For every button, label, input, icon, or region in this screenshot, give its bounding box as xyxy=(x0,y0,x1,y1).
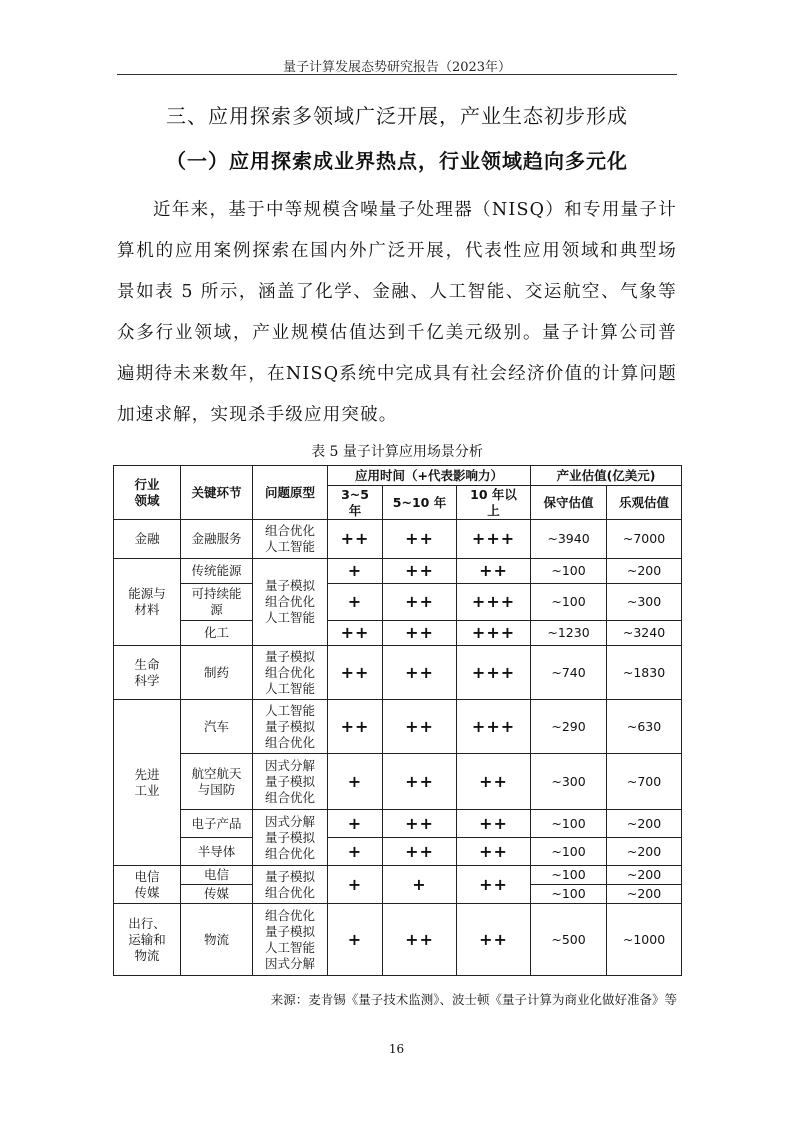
optimistic-cell: ~700 xyxy=(607,754,682,810)
optimistic-cell: ~200 xyxy=(607,838,682,866)
optimistic-cell: ~200 xyxy=(607,885,682,904)
optimistic-cell: ~200 xyxy=(607,559,682,584)
conservative-cell: ~740 xyxy=(531,646,607,700)
impact-cell: ++ xyxy=(383,838,457,866)
impact-cell: ++ xyxy=(457,754,531,810)
header-divider xyxy=(117,74,677,75)
conservative-cell: ~500 xyxy=(531,904,607,976)
problem-cell: 量子模拟 组合优化 xyxy=(253,866,328,904)
key-link-cell: 传媒 xyxy=(181,885,253,904)
problem-cell: 人工智能 量子模拟 组合优化 xyxy=(253,700,328,754)
key-link-cell: 航空航天 与国防 xyxy=(181,754,253,810)
conservative-cell: ~100 xyxy=(531,559,607,584)
group-cell: 金融 xyxy=(114,520,181,559)
conservative-cell: ~3940 xyxy=(531,520,607,559)
conservative-cell: ~100 xyxy=(531,584,607,621)
page-number: 16 xyxy=(388,1042,405,1056)
section-title: 三、应用探索多领域广泛开展，产业生态初步形成 xyxy=(166,104,628,128)
impact-cell: + xyxy=(328,838,383,866)
table-row xyxy=(114,904,682,976)
table-row xyxy=(114,520,682,559)
impact-cell: ++ xyxy=(383,810,457,838)
impact-cell: ++ xyxy=(383,754,457,810)
problem-cell: 量子模拟 组合优化 人工智能 xyxy=(253,646,328,700)
impact-cell: +++ xyxy=(457,646,531,700)
table-row xyxy=(114,754,682,810)
impact-cell: ++ xyxy=(457,904,531,976)
optimistic-cell: ~300 xyxy=(607,584,682,621)
impact-cell: ++ xyxy=(383,584,457,621)
running-header: 量子计算发展态势研究报告（2023年） xyxy=(282,60,512,75)
key-link-cell: 半导体 xyxy=(181,838,253,866)
problem-cell: 组合优化 量子模拟 人工智能 因式分解 xyxy=(253,904,328,976)
header-app-time: 应用时间（+代表影响力） xyxy=(328,466,531,486)
table-caption: 表 5 量子计算应用场景分析 xyxy=(311,444,483,460)
header-3-5-years: 3~5 年 xyxy=(328,486,383,520)
optimistic-cell: ~7000 xyxy=(607,520,682,559)
conservative-cell: ~100 xyxy=(531,866,607,885)
impact-cell: ++ xyxy=(328,646,383,700)
impact-cell: ++ xyxy=(328,621,383,646)
optimistic-cell: ~3240 xyxy=(607,621,682,646)
conservative-cell: ~100 xyxy=(531,838,607,866)
header-problem: 问题原型 xyxy=(253,466,328,520)
conservative-cell: ~100 xyxy=(531,810,607,838)
impact-cell: ++ xyxy=(383,646,457,700)
table-source-note: 来源：麦肯锡《量子技术监测》、波士顿《量子计算为商业化做好准备》等 xyxy=(270,992,677,1007)
optimistic-cell: ~200 xyxy=(607,866,682,885)
problem-cell: 量子模拟 组合优化 人工智能 xyxy=(253,559,328,646)
key-link-cell: 汽车 xyxy=(181,700,253,754)
group-cell: 先进 工业 xyxy=(114,700,181,866)
key-link-cell: 传统能源 xyxy=(181,559,253,584)
header-key-link: 关键环节 xyxy=(181,466,253,520)
impact-cell: +++ xyxy=(457,621,531,646)
impact-cell: + xyxy=(328,584,383,621)
key-link-cell: 可持续能 源 xyxy=(181,584,253,621)
impact-cell: + xyxy=(328,754,383,810)
conservative-cell: ~290 xyxy=(531,700,607,754)
table-row xyxy=(114,700,682,754)
impact-cell: + xyxy=(328,904,383,976)
group-cell: 能源与 材料 xyxy=(114,559,181,646)
body-paragraph: 近年来，基于中等规模含噪量子处理器（NISQ）和专用量子计算机的应用案例探索在国内外广泛开展，代表性应用领域和典型场景如表 5 所示，涵盖了化学、金融、人工智能、交运航空、气象等众多行业领域，产业规模估值达到千亿美元级别。量子计算公司普遍期待未来数年，在NISQ系统中完成具有社会经济价值的计算问题加速求解，实现杀手级应用突破。 xyxy=(117,200,677,425)
optimistic-cell: ~1000 xyxy=(607,904,682,976)
impact-cell: ++ xyxy=(328,520,383,559)
conservative-cell: ~100 xyxy=(531,885,607,904)
optimistic-cell: ~1830 xyxy=(607,646,682,700)
impact-cell: ++ xyxy=(457,866,531,904)
problem-cell: 因式分解 量子模拟 组合优化 xyxy=(253,754,328,810)
impact-cell: ++ xyxy=(383,904,457,976)
impact-cell: ++ xyxy=(457,838,531,866)
group-cell: 电信 传媒 xyxy=(114,866,181,904)
header-10-plus-years: 10 年以 上 xyxy=(457,486,531,520)
impact-cell: ++ xyxy=(383,700,457,754)
key-link-cell: 金融服务 xyxy=(181,520,253,559)
impact-cell: + xyxy=(328,810,383,838)
problem-cell: 因式分解 量子模拟 组合优化 xyxy=(253,810,328,866)
key-link-cell: 电子产品 xyxy=(181,810,253,838)
subsection-title: （一）应用探索成业界热点，行业领域趋向多元化 xyxy=(166,149,628,173)
application-scenario-table xyxy=(113,465,682,976)
table-row xyxy=(114,646,682,700)
impact-cell: ++ xyxy=(328,700,383,754)
impact-cell: ++ xyxy=(457,810,531,838)
impact-cell: + xyxy=(328,866,383,904)
key-link-cell: 制药 xyxy=(181,646,253,700)
key-link-cell: 化工 xyxy=(181,621,253,646)
impact-cell: ++ xyxy=(383,559,457,584)
key-link-cell: 物流 xyxy=(181,904,253,976)
impact-cell: ++ xyxy=(383,621,457,646)
conservative-cell: ~1230 xyxy=(531,621,607,646)
table-row xyxy=(114,559,682,584)
impact-cell: +++ xyxy=(457,700,531,754)
impact-cell: +++ xyxy=(457,584,531,621)
impact-cell: ++ xyxy=(457,559,531,584)
group-cell: 生命 科学 xyxy=(114,646,181,700)
impact-cell: + xyxy=(383,866,457,904)
group-cell: 出行、 运输和 物流 xyxy=(114,904,181,976)
table-row xyxy=(114,838,682,866)
impact-cell: + xyxy=(328,559,383,584)
key-link-cell: 电信 xyxy=(181,866,253,885)
problem-cell: 组合优化 人工智能 xyxy=(253,520,328,559)
table-row xyxy=(114,810,682,838)
table-row xyxy=(114,866,682,885)
conservative-cell: ~300 xyxy=(531,754,607,810)
impact-cell: +++ xyxy=(457,520,531,559)
header-conservative: 保守估值 xyxy=(531,486,607,520)
table-row xyxy=(114,621,682,646)
header-domain: 行业 领域 xyxy=(114,466,181,520)
table-row xyxy=(114,584,682,621)
header-5-10-years: 5~10 年 xyxy=(383,486,457,520)
optimistic-cell: ~200 xyxy=(607,810,682,838)
header-valuation: 产业估值(亿美元) xyxy=(531,466,682,486)
optimistic-cell: ~630 xyxy=(607,700,682,754)
header-optimistic: 乐观估值 xyxy=(607,486,682,520)
impact-cell: ++ xyxy=(383,520,457,559)
